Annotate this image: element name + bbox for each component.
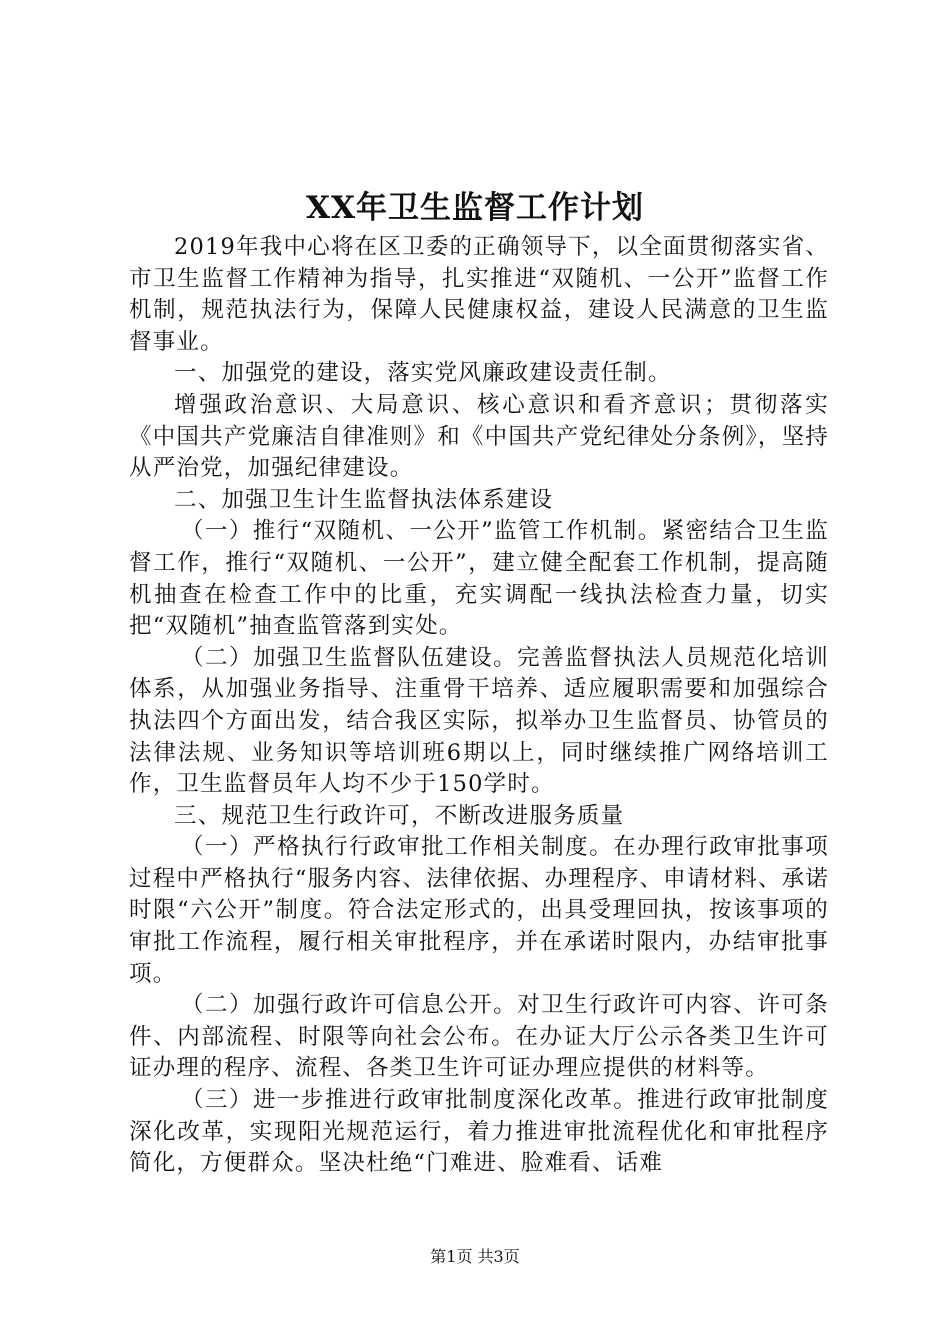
document-body (129, 232, 829, 1180)
document-title: XX年卫生监督工作计划 (305, 190, 645, 226)
subsection-paragraph: （三）进一步推进行政审批制度深化改革。推进行政审批制度深化改革，实现阳光规范运行，着力推进审批流程优化和审批程序简化，方便群众。坚决杜绝“门难进、脸难看、话难 (129, 1087, 829, 1177)
section-heading-3: 三、规范卫生行政许可，不断改进服务质量 (174, 802, 625, 829)
subsection-paragraph: （二）加强行政许可信息公开。对卫生行政许可内容、许可条件、内部流程、时限等向社会公布。在办证大厅公示各类卫生许可证办理的程序、流程、各类卫生许可证办理应提供的材料等。 (129, 992, 829, 1082)
subsection-paragraph: （二）加强卫生监督队伍建设。完善监督执法人员规范化培训体系，从加强业务指导、注重骨干培养、适应履职需要和加强综合执法四个方面出发，结合我区实际，拟举办卫生监督员、协管员的法律法规、业务知识等培训班6期以上，同时继续推广网络培训工作，卫生监督员年人均不少于150学时。 (129, 644, 829, 798)
intro-paragraph: 2019年我中心将在区卫委的正确领导下，以全面贯彻落实省、市卫生监督工作精神为指导，扎实推进“双随机、一公开”监督工作机制，规范执法行为，保障人民健康权益，建设人民满意的卫生监督事业。 (129, 234, 829, 355)
section-heading-1: 一、加强党的建设，落实党风廉政建设责任制。 (174, 360, 672, 387)
subsection-paragraph: （一）推行“双随机、一公开”监管工作机制。紧密结合卫生监督工作，推行“双随机、一公开”，建立健全配套工作机制，提高随机抽查在检查工作中的比重，充实调配一线执法检查力量，切实把“双随机”抽查监管落到实处。 (129, 518, 829, 640)
body-paragraph: 增强政治意识、大局意识、核心意识和看齐意识；贯彻落实《中国共产党廉洁自律准则》和《中国共产党纪律处分条例》，坚持从严治党，加强纪律建设。 (129, 391, 829, 482)
subsection-paragraph: （一）严格执行行政审批工作相关制度。在办理行政审批事项过程中严格执行“服务内容、法律依据、办理程序、申请材料、承诺时限“六公开”制度。符合法定形式的，出具受理回执，按该事项的审批工作流程，履行相关审批程序，并在承诺时限内，办结审批事项。 (129, 834, 830, 987)
page-number-footer: 第1页 共3页 (430, 1247, 520, 1266)
section-heading-2: 二、加强卫生计生监督执法体系建设 (174, 486, 554, 513)
